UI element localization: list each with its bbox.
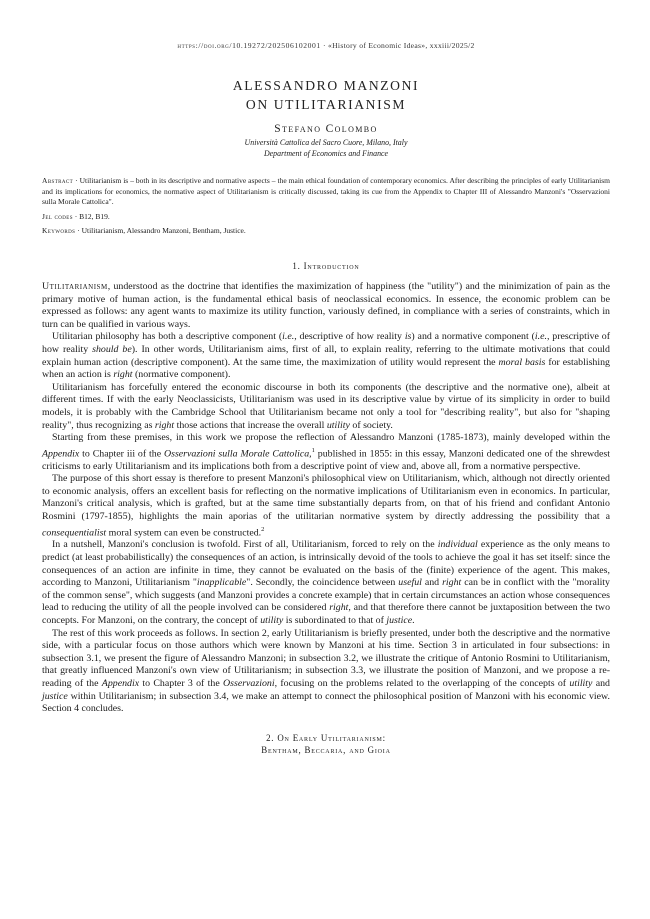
section-2-heading [42,732,610,757]
journal-citation: · «History of Economic Ideas», xxxiii/2025/2 [320,41,475,50]
title-line-1: ALESSANDRO MANZONI [232,78,420,93]
abstract-text: · Utilitarianism is – both in its descriptive and normative aspects – the main ethical foundation of contemporary economics. After describing the principles of early Utilitarianism and its implications for economics, the normative aspect of Utilitarianism is critically discussed, taking its cue from the Appendix to Chapter III of Alessandro Manzoni's "Osservazioni sulla Morale Cattolica". [42,176,610,207]
jel-text: · B12, B19. [72,211,110,221]
abstract-label: Abstract [42,176,74,185]
footnote-ref-2[interactable]: 2 [261,525,265,533]
abstract [42,176,610,208]
paragraph-2: Utilitarian philosophy has both a descriptive component (i.e., descriptive of how reality is) and a normative component (i.e., prescriptive of how reality should be). In other words, Utilitarianism aims, first of all, to explain reality, referring to the ultimate motivations that could explain human action (descriptive component). At the same time, the maximization of utility would represent the moral basis for establishing when an action is right (normative component). [42,331,610,381]
title-line-2: ON UTILITARIANISM [245,97,407,112]
section-1-body [42,281,610,716]
affiliation-university: Università Cattolica del Sacro Cuore, Milano, Italy [244,138,408,147]
affiliation-department: Department of Economics and Finance [263,149,389,158]
author-name: Stefano Colombo [274,123,378,135]
article-title [42,76,610,114]
jel-label: Jel codes [42,211,73,221]
doi-link[interactable]: https://doi.org/10.19272/202506102001 [177,41,321,50]
keywords [42,226,610,237]
abstract-block [42,176,610,237]
footnote-ref-1[interactable]: 1 [311,446,315,454]
paragraph-5: The purpose of this short essay is therefore to present Manzoni's philosophical view on Utilitarianism, which, although not directly oriented to economic analysis, offers an excellent basis for reflecting on the normative implications of Utilitarianism even in economics. In particular, Manzoni's critical analysis, which is grafted, but at the same time substantially departs from, on that of his friend and confidant Antonio Rosmini (1797-1855), highlights the main aporias of the utilitarian normative system by directly addressing the possibility that a consequentialist moral system can even be constructed.$^2$ [42,473,610,538]
jel-codes [42,212,610,223]
paragraph-1: Utilitarianism, understood as the doctrine that identifies the maximization of happiness (the "utility") and the minimization of pain as the primary motive of human action, is the fundamental ethical basis of neoclassical economics. In essence, the economic problem can be expressed as follows: any agent wants to maximize its utility function, variously defined, in compliance with a series of constraints, which in turn can be qualified in various ways. [42,280,610,330]
keywords-label: Keywords [42,226,76,236]
section-1-heading: 1. Introduction [292,260,360,271]
paper-page [42,0,610,757]
section-2-heading-line-1: 2. On Early Utilitarianism: [266,732,386,743]
running-head [42,41,610,50]
paragraph-6: In a nutshell, Manzoni's conclusion is twofold. First of all, Utilitarianism, forced to rely on the individual experience as the only means to predict (at least probabilistically) the consequences of an action, is intrinsically devoid of the tools to achieve the goal it has set itself: since the consequences of an action are infinite in time, they cannot be evaluated on the basis of the (finite) experience of the agent. This makes, according to Manzoni, Utilitarianism "inapplicable". Secondly, the coincidence between useful and right can be in conflict with the "morality of the common sense", which suggests (and Manzoni provides a concrete example) that in certain circumstances an action whose consequences lead to reducing the utility of all the people involved can be considered right, and that therefore there cannot be juxtaposition between the two concepts. For Manzoni, on the contrary, the concept of utility is subordinated to that of justice. [42,539,611,626]
paragraph-7: The rest of this work proceeds as follows. In section 2, early Utilitarianism is briefly presented, under both the descriptive and the normative side, with a particular focus on those authors which were known by Manzoni at his time. Section 3 in articulated in four subsections: in subsection 3.1, we present the figure of Alessandro Manzoni; in subsection 3.2, we illustrate the critique of Antonio Rosmini to Utilitarianism, that greatly influenced Manzoni's own view of Utilitarianism; in subsection 3.3, we illustrate the position of Manzoni, and we propose a re-reading of the Appendix to Chapter 3 of the Osservazioni, focusing on the problems related to the overlapping of the concepts of utility and justice within Utilitarianism; in subsection 3.4, we make an attempt to connect the philosophical position of Manzoni with his economic view. Section 4 concludes. [42,627,610,715]
author-affiliation [42,137,610,159]
section-2-heading-line-2: Bentham, Beccaria, and Gioia [261,745,391,756]
paragraph-4: Starting from these premises, in this work we propose the reflection of Alessandro Manzoni (1785-1873), mainly developed within the Appendix to Chapter iii of the Osservazioni sulla Morale Cattolica,$^1$ published in 1855: in this essay, Manzoni dedicated one of the shrewdest criticisms to early Utilitarianism and its implications both from a descriptive point of view and, above all, from a normative perspective. [42,432,610,472]
paragraph-3: Utilitarianism has forcefully entered the economic discourse in both its components (the descriptive and the normative one), albeit at different times. If with the early Neoclassicists, Utilitarianism was used in its descriptive value by virtue of its simplicity in order to build models, it is probably with the Cambridge School that Utilitarianism became not only a tool for "describing reality", but also for "shaping reality", thus recognizing as right those actions that increase the overall utility of society. [42,381,610,431]
keywords-text: · Utilitarianism, Alessandro Manzoni, Bentham, Justice. [75,226,246,236]
